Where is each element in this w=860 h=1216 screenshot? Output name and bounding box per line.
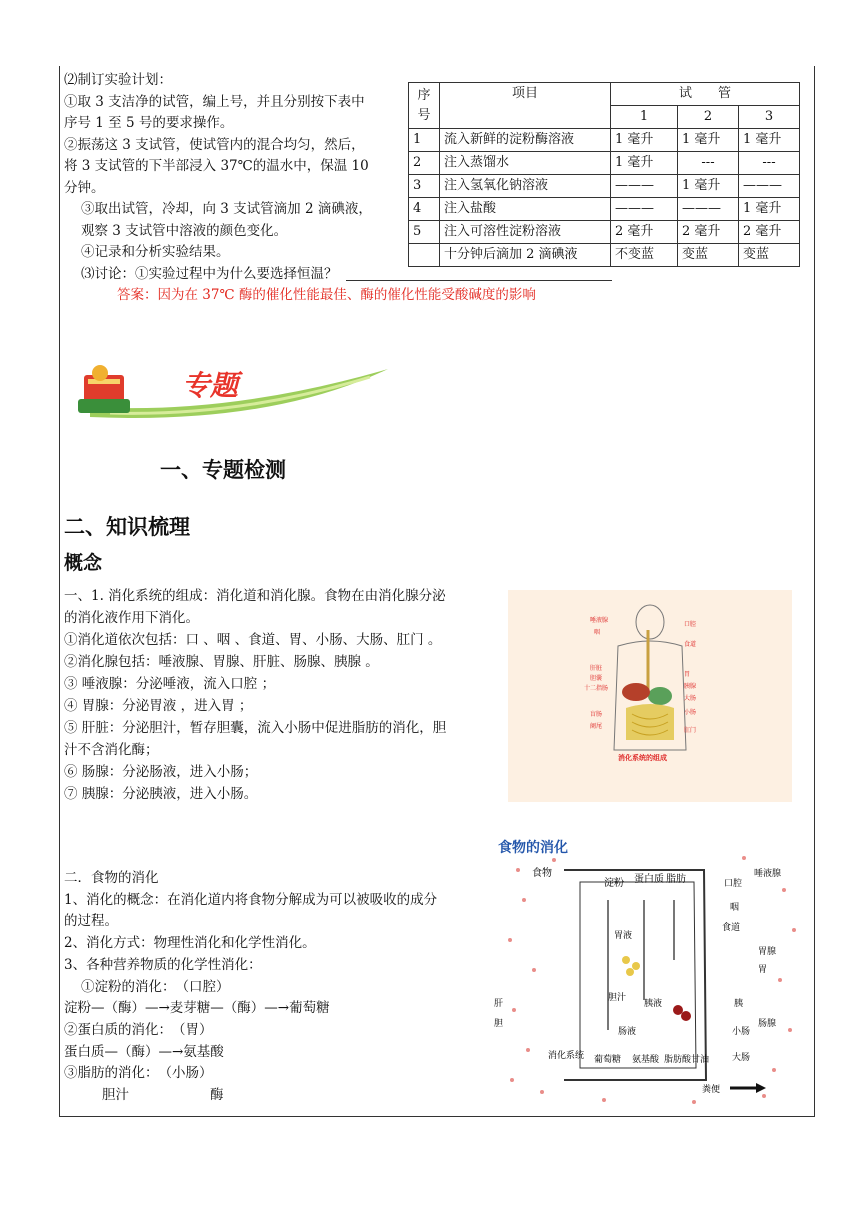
- cup-icon: [92, 365, 108, 381]
- plan-title: ⑵制订实验计划：: [64, 72, 172, 88]
- tube-number: 3: [739, 106, 800, 129]
- table-row: 4 注入盐酸 ——— ——— 1 毫升: [409, 198, 800, 221]
- svg-text:盲肠: 盲肠: [590, 711, 603, 718]
- svg-text:口腔: 口腔: [724, 879, 743, 889]
- plan-step: 序号 1 至 5 号的要求操作。: [64, 115, 234, 131]
- plan-step: 将 3 支试管的下半部浸入 37℃的温水中，保温 10: [64, 158, 369, 174]
- svg-text:十二指肠: 十二指肠: [584, 685, 609, 692]
- svg-text:蛋白质: 蛋白质: [634, 874, 664, 885]
- subsection-heading: 概念: [64, 552, 103, 574]
- svg-text:胰: 胰: [734, 999, 744, 1009]
- svg-text:胆囊: 胆囊: [590, 675, 603, 682]
- plan-step: ④记录和分析实验结果。: [81, 244, 230, 260]
- svg-text:胃液: 胃液: [614, 931, 633, 941]
- tube-number: 1: [611, 106, 678, 129]
- svg-text:食道: 食道: [684, 641, 697, 648]
- plan-step: 分钟。: [64, 179, 105, 196]
- experiment-table: [408, 82, 800, 267]
- svg-text:粪便: 粪便: [702, 1085, 721, 1095]
- svg-text:脂肪酸甘油: 脂肪酸甘油: [664, 1055, 710, 1065]
- svg-text:肠液: 肠液: [618, 1027, 637, 1037]
- table-row: 十分钟后滴加 2 滴碘液 不变蓝 变蓝 变蓝: [409, 244, 800, 267]
- plan-step: ①取 3 支洁净的试管，编上号，并且分别按下表中: [64, 93, 365, 110]
- svg-text:肛门: 肛门: [684, 727, 697, 734]
- svg-text:胃: 胃: [684, 671, 691, 678]
- section-heading: 一、专题检测: [160, 458, 286, 482]
- digestive-system-figure: [508, 590, 792, 802]
- table-row: 2 注入蒸馏水 1 毫升 --- ---: [409, 152, 800, 175]
- digestive-system-text: 一、1. 消化系统的组成：消化道和消化腺。食物在由消化腺分泌 的消化液作用下消化。 ①消化道依次包括：口 、咽 、食道、胃、小肠、大肠、肛门 。 ②消化腺包括：唾液腺、胃腺、肝脏、肠腺、胰腺 。 ③ 唾液腺：分泌唾液，流入口腔 ； ④ 胃腺：分泌胃液 ，进入胃 ； ⑤ 肝脏：分泌胆汁，暂存胆囊，流入小肠中促进脂肪的消化，胆 汁不含消化酶； ⑥ 肠腺：分泌肠液，进入小肠； ⑦ 胰腺：分泌胰液，进入小肠。: [64, 588, 447, 802]
- header-seq: 序号: [409, 83, 440, 129]
- tube-number: 2: [678, 106, 739, 129]
- answer-blank: [346, 266, 612, 281]
- svg-text:消化系统: 消化系统: [548, 1051, 585, 1061]
- food-digestion-text: 二．食物的消化 1、消化的概念：在消化道内将食物分解成为可以被吸收的成分 的过程。 2、消化方式：物理性消化和化学性消化。 3、各种营养物质的化学性消化： ①淀粉的消化： （口腔） 淀粉—（酶）—→麦芽糖—（酶）—→葡萄糖 ②蛋白质的消化： （胃） 蛋白质—（酶）—→氨基酸 ③脂肪的消化： （小肠） 胆汁 酶: [64, 870, 438, 1104]
- svg-text:胃: 胃: [758, 965, 768, 975]
- svg-text:大肠: 大肠: [732, 1053, 751, 1063]
- table-header-row: [409, 83, 800, 106]
- svg-text:食道: 食道: [722, 923, 741, 933]
- svg-text:胰液: 胰液: [644, 999, 663, 1009]
- svg-text:唾液腺: 唾液腺: [590, 617, 609, 624]
- svg-text:大肠: 大肠: [684, 695, 697, 702]
- answer-text: 答案：因为在 37℃ 酶的催化性能最佳、酶的催化性能受酸碱度的影响: [117, 287, 536, 303]
- table-row: 3 注入氢氧化钠溶液 ——— 1 毫升 ———: [409, 175, 800, 198]
- svg-text:脂肪: 脂肪: [666, 874, 686, 885]
- banner-title: 专题: [182, 369, 239, 402]
- section-heading: 二、知识梳理: [64, 515, 190, 539]
- svg-text:咽: 咽: [730, 903, 740, 913]
- header-tubes: 试 管: [611, 83, 800, 106]
- svg-text:胆: 胆: [494, 1019, 504, 1029]
- svg-text:葡萄糖: 葡萄糖: [594, 1055, 622, 1065]
- table-row: 1 流入新鲜的淀粉酶溶液 1 毫升 1 毫升 1 毫升: [409, 129, 800, 152]
- discussion-question: ⑶讨论：①实验过程中为什么要选择恒温？: [64, 264, 399, 286]
- header-item: 项目: [440, 83, 611, 129]
- svg-text:阑尾: 阑尾: [590, 723, 603, 730]
- svg-text:小肠: 小肠: [732, 1027, 751, 1037]
- svg-text:肝脏: 肝脏: [590, 665, 603, 672]
- figure-caption: 消化系统的组成: [618, 754, 667, 762]
- svg-text:肝: 肝: [494, 999, 504, 1009]
- svg-text:淀粉: 淀粉: [604, 878, 624, 889]
- plan-step: ②振荡这 3 支试管，使试管内的混合均匀，然后，: [64, 136, 365, 153]
- svg-text:胰腺: 胰腺: [684, 683, 697, 690]
- food-digestion-figure: [494, 830, 810, 1112]
- table-row: 5 注入可溶性淀粉溶液 2 毫升 2 毫升 2 毫升: [409, 221, 800, 244]
- svg-text:食物: 食物: [532, 868, 552, 879]
- svg-text:口腔: 口腔: [684, 621, 697, 628]
- figure-title: 食物的消化: [498, 840, 568, 856]
- svg-text:胃腺: 胃腺: [758, 947, 777, 957]
- plan-step: 观察 3 支试管中溶液的颜色变化。: [81, 222, 288, 239]
- svg-text:胆汁: 胆汁: [608, 993, 627, 1003]
- svg-text:氨基酸: 氨基酸: [632, 1055, 660, 1065]
- svg-text:肠腺: 肠腺: [758, 1019, 777, 1029]
- svg-text:咽: 咽: [594, 629, 601, 636]
- topic-banner: [70, 355, 390, 427]
- svg-text:唾液腺: 唾液腺: [754, 869, 782, 879]
- plan-step: ③取出试管，冷却，向 3 支试管滴加 2 滴碘液，: [81, 201, 372, 217]
- svg-text:小肠: 小肠: [684, 709, 697, 716]
